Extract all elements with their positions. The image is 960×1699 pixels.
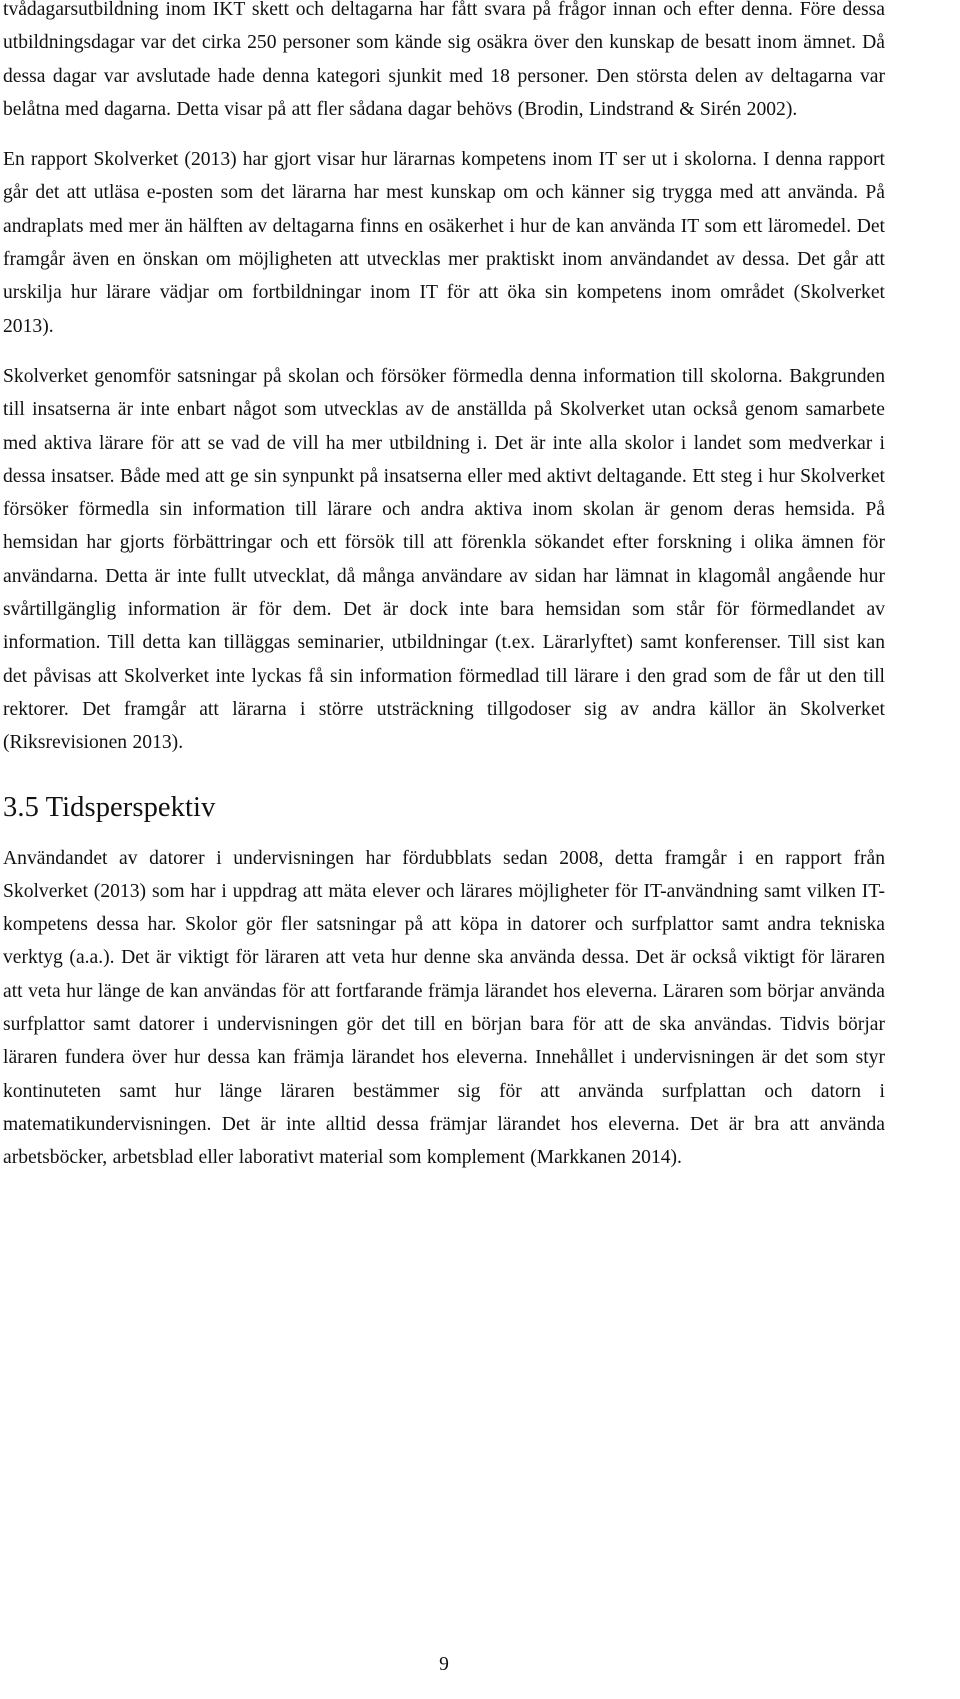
body-paragraph: Användandet av datorer i undervisningen har fördubblats sedan 2008, detta framgår i en rapport från Skolverket (2013) som har i uppdrag att mäta elever och lärares möjligheter för IT-användning samt vilken IT-kompetens dessa har. Skolor gör fler satsningar på att köpa in datorer och surfplattor samt andra tekniska verktyg (a.a.). Det är viktigt för läraren att veta hur denne ska använda dessa. Det är också viktigt för läraren att veta hur länge de kan användas för att fortfarande främja lärandet hos eleverna. Läraren som börjar använda surfplattor samt datorer i undervisningen gör det till en början bara för att de ska användas. Tidvis börjar läraren fundera över hur dessa kan främja lärandet hos eleverna. Innehållet i undervisningen är det som styr kontinuteten samt hur länge läraren bestämmer sig för att använda surfplattan och datorn i matematikundervisningen. Det är inte alltid dessa främjar lärandet hos eleverna. Det är bra att använda arbetsböcker, arbetsblad eller laborativt material som komplement (Markkanen 2014).	[3, 847, 885, 1169]
page-body	[3, 0, 885, 1175]
body-paragraph: En rapport Skolverket (2013) har gjort visar hur lärarnas kompetens inom IT ser ut i skolorna. I denna rapport går det att utläsa e-posten som det lärarna har mest kunskap om och känner sig trygga med att använda. På andraplats med mer än hälften av deltagarna finns en osäkerhet i hur de kan använda IT som ett läromedel. Det framgår även en önskan om möjligheten att utvecklas mer praktiskt inom användandet av dessa. Det går att urskilja hur lärare vädjar om fortbildningar inom IT för att öka sin kompetens inom området (Skolverket 2013).	[3, 149, 885, 337]
body-paragraph: Skolverket genomför satsningar på skolan och försöker förmedla denna information till skolorna. Bakgrunden till insatserna är inte enbart något som utvecklas av de anställda på Skolverket utan också genom samarbete med aktiva lärare för att se vad de vill ha mer utbildning i. Det är inte alla skolor i landet som medverkar i dessa insatser. Både med att ge sin synpunkt på insatserna eller med aktivt deltagande. Ett steg i hur Skolverket försöker förmedla sin information till lärare och andra aktiva inom skolan är genom deras hemsida. På hemsidan har gjorts förbättringar och ett försök till att förenkla sökandet efter forskning i olika ämnen för användarna. Detta är inte fullt utvecklat, då många användare av sidan har lämnat in klagomål angående hur svårtillgänglig information är för dem. Det är dock inte bara hemsidan som står för förmedlandet av information. Till detta kan tilläggas seminarier, utbildningar (t.ex. Lärarlyftet) samt konferenser. Till sist kan det påvisas att Skolverket inte lyckas få sin information förmedlad till lärare i den grad som de får ut den till rektorer. Det framgår att lärarna i större utsträckning tillgodoser sig av andra källor än Skolverket (Riksrevisionen 2013).	[3, 365, 885, 754]
page-number: 9	[439, 1654, 449, 1675]
body-paragraph: tvådagarsutbildning inom IKT skett och deltagarna har fått svara på frågor innan och efter denna. Före dessa utbildningsdagar var det cirka 250 personer som kände sig osäkra över den kunskap de besatt inom ämnet. Då dessa dagar var avslutade hade denna kategori sjunkit med 18 personer. Den största delen av deltagarna var belåtna med dagarna. Detta visar på att fler sådana dagar behövs (Brodin, Lindstrand & Sirén 2002).	[3, 0, 885, 120]
section-heading: 3.5 Tidsperspektiv	[3, 791, 216, 823]
